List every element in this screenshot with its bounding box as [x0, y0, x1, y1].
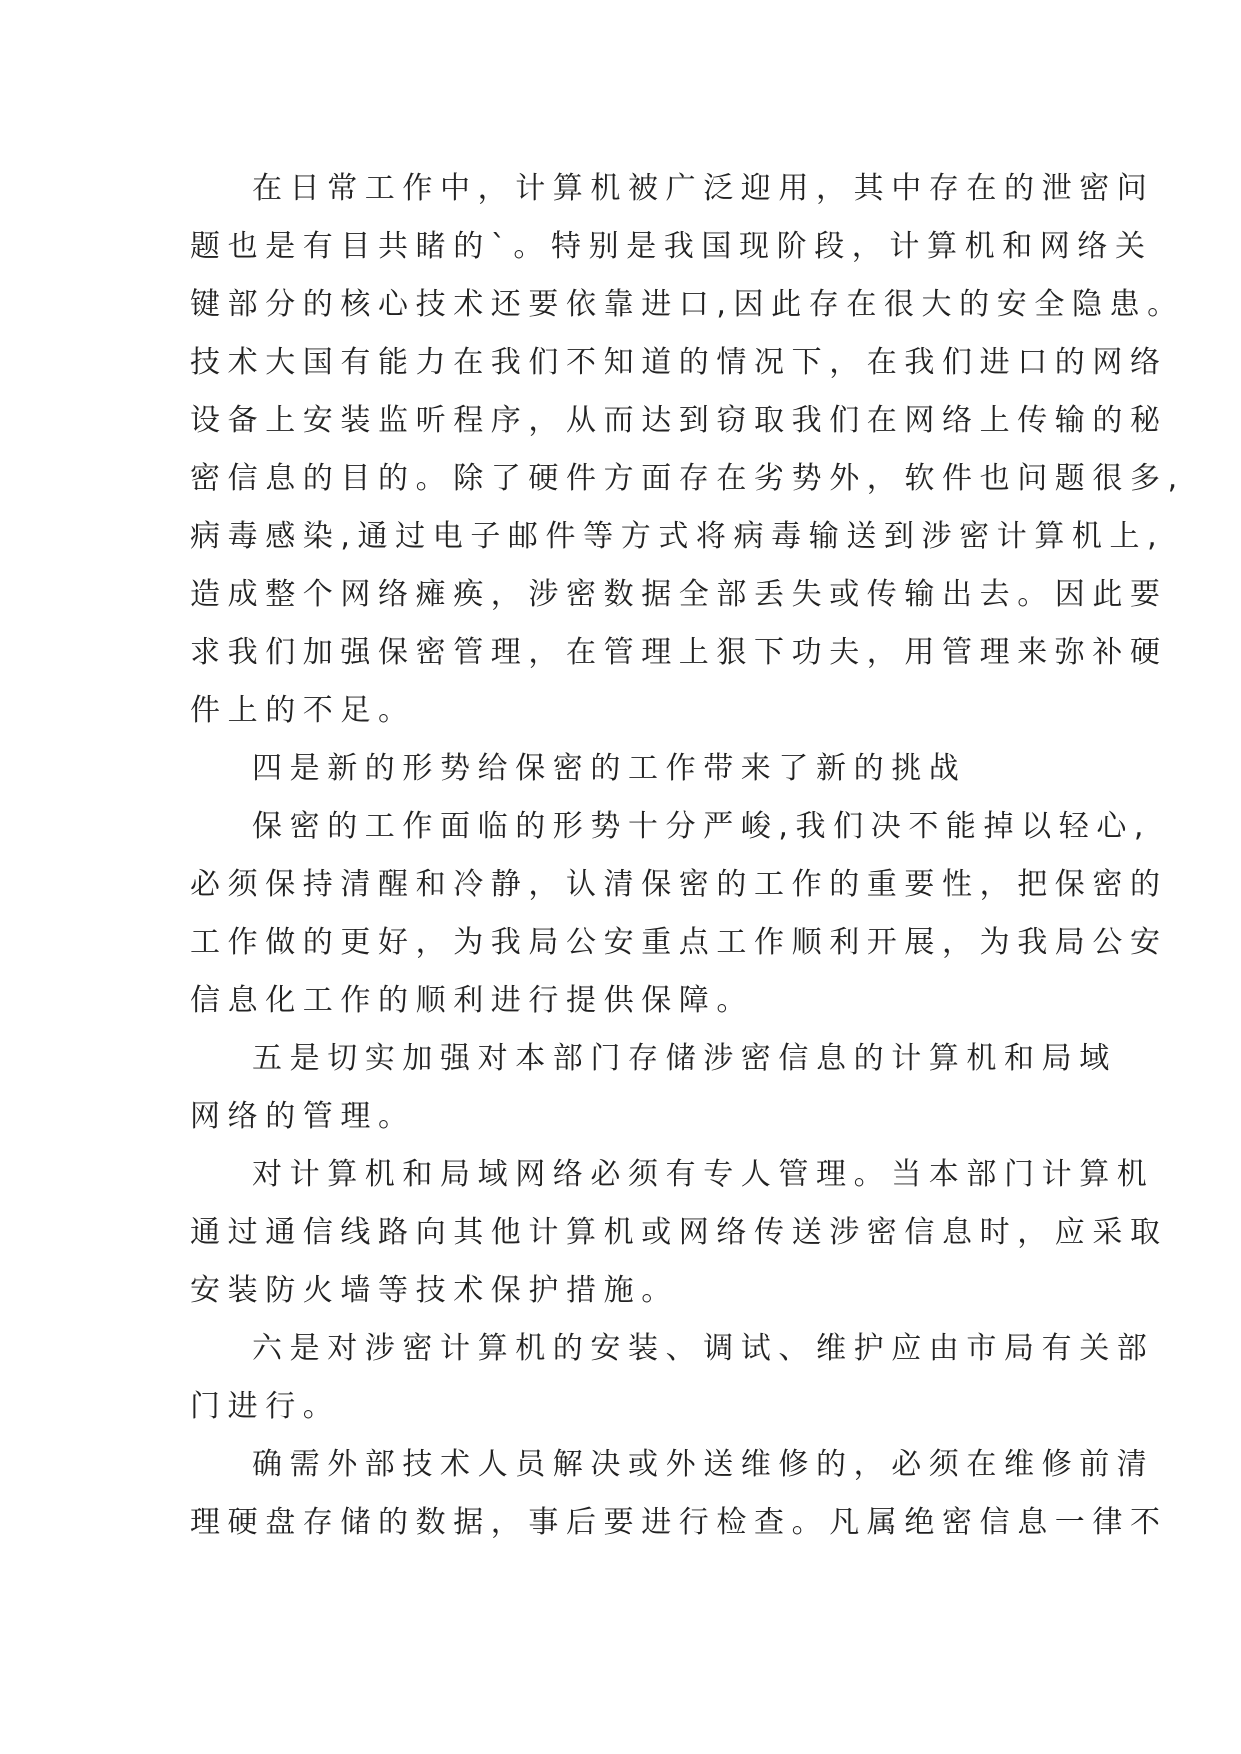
section-heading-5: 五是切实加强对本部门存储涉密信息的计算机和局域 [252, 1041, 1117, 1076]
body-text-line: 设备上安装监听程序，从而达到窃取我们在网络上传输的秘 [190, 403, 1168, 438]
body-text-line: 必须保持清醒和冷静，认清保密的工作的重要性，把保密的 [190, 867, 1168, 902]
body-text-line: 病毒感染,通过电子邮件等方式将病毒输送到涉密计算机上, [190, 519, 1165, 554]
body-text-line: 通过通信线路向其他计算机或网络传送涉密信息时，应采取 [190, 1215, 1168, 1250]
body-text-line: 确需外部技术人员解决或外送维修的，必须在维修前清 [252, 1447, 1155, 1482]
body-text-line: 工作做的更好，为我局公安重点工作顺利开展，为我局公安 [190, 925, 1168, 960]
body-text-line: 安装防火墙等技术保护措施。 [190, 1273, 679, 1308]
body-text-line: 在日常工作中，计算机被广泛迎用，其中存在的泄密问 [252, 171, 1155, 206]
body-text-line: 对计算机和局域网络必须有专人管理。当本部门计算机 [252, 1157, 1155, 1192]
body-text-line: 件上的不足。 [190, 693, 416, 728]
body-text-line: 键部分的核心技术还要依靠进口,因此存在很大的安全隐患。 [190, 287, 1185, 322]
body-text-line: 题也是有目共睹的`。特别是我国现阶段，计算机和网络关 [190, 229, 1153, 264]
section-heading-6: 六是对涉密计算机的安装、调试、维护应由市局有关部 [252, 1331, 1155, 1366]
body-text-line: 技术大国有能力在我们不知道的情况下，在我们进口的网络 [190, 345, 1168, 380]
section-heading-5-cont: 网络的管理。 [190, 1099, 416, 1134]
section-heading-6-cont: 门进行。 [190, 1389, 341, 1424]
body-text-line: 信息化工作的顺利进行提供保障。 [190, 983, 754, 1018]
body-text-line: 求我们加强保密管理，在管理上狠下功夫，用管理来弥补硬 [190, 635, 1168, 670]
body-text-line: 保密的工作面临的形势十分严峻,我们决不能掉以轻心, [252, 809, 1152, 844]
body-text-line: 密信息的目的。除了硬件方面存在劣势外，软件也问题很多, [190, 461, 1185, 496]
body-text-line: 理硬盘存储的数据，事后要进行检查。凡属绝密信息一律不 [190, 1505, 1168, 1540]
body-text-line: 造成整个网络瘫痪，涉密数据全部丢失或传输出去。因此要 [190, 577, 1168, 612]
section-heading-4: 四是新的形势给保密的工作带来了新的挑战 [252, 751, 967, 786]
